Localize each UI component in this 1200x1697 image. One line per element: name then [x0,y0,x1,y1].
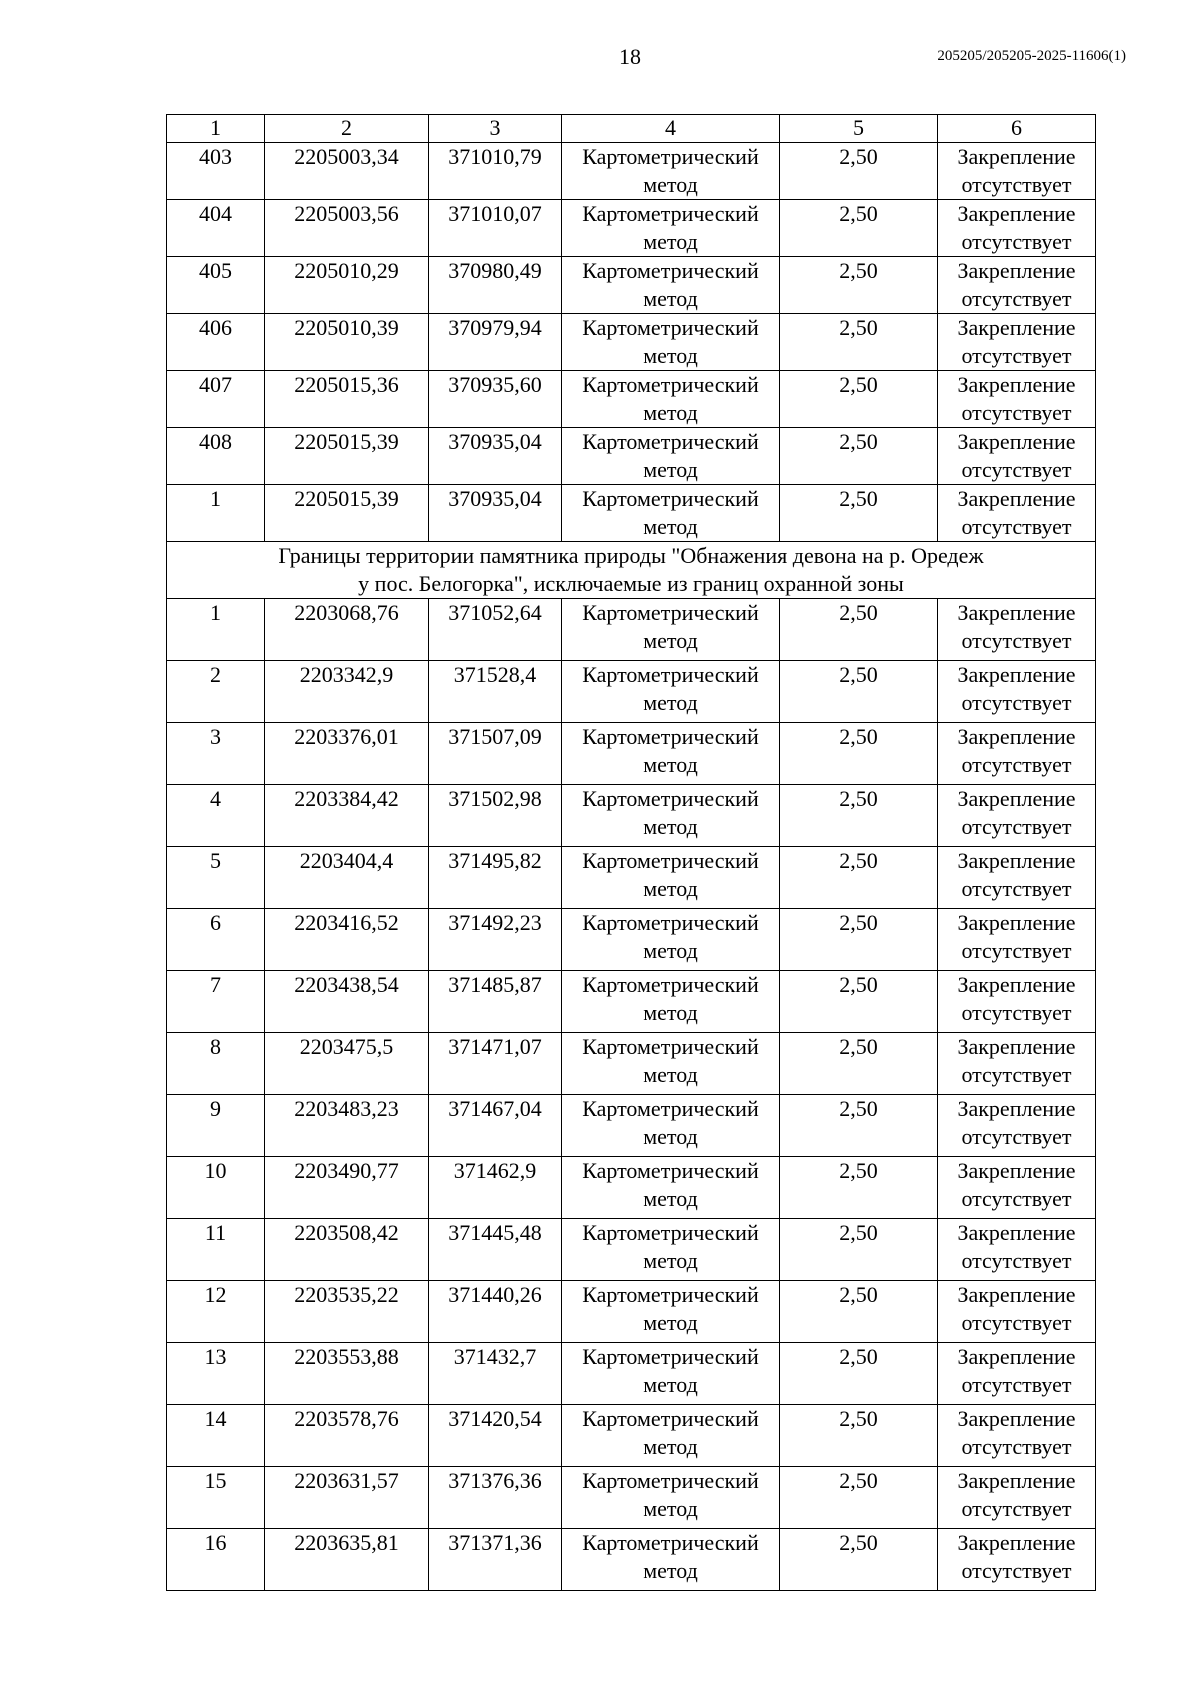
table-row [167,143,1096,200]
table-row [167,1219,1096,1281]
point-number-cell: 408 [167,428,265,485]
method-cell: Картометрический метод [562,1467,780,1529]
page-number: 18 [619,44,641,69]
table-row [167,847,1096,909]
point-number-cell: 404 [167,200,265,257]
x-coordinate-cell: 2203384,42 [265,785,429,847]
fixation-cell: Закрепление отсутствует [938,1405,1096,1467]
fixation-cell: Закрепление отсутствует [938,1281,1096,1343]
y-coordinate-cell: 370980,49 [429,257,562,314]
method-cell: Картометрический метод [562,723,780,785]
error-cell: 2,50 [780,1529,938,1591]
point-number-cell: 405 [167,257,265,314]
y-coordinate-cell: 371440,26 [429,1281,562,1343]
document-id: 205205/205205-2025-11606(1) [937,48,1126,64]
point-number-cell: 2 [167,661,265,723]
fixation-cell: Закрепление отсутствует [938,485,1096,542]
section-title-row [167,542,1096,599]
point-number-cell: 8 [167,1033,265,1095]
x-coordinate-cell: 2203578,76 [265,1405,429,1467]
error-cell: 2,50 [780,1157,938,1219]
table-row [167,1095,1096,1157]
y-coordinate-cell: 370935,04 [429,485,562,542]
error-cell: 2,50 [780,909,938,971]
x-coordinate-cell: 2203508,42 [265,1219,429,1281]
y-coordinate-cell: 371492,23 [429,909,562,971]
column-header: 1 [167,115,265,143]
method-cell: Картометрический метод [562,909,780,971]
y-coordinate-cell: 371471,07 [429,1033,562,1095]
x-coordinate-cell: 2203490,77 [265,1157,429,1219]
y-coordinate-cell: 371495,82 [429,847,562,909]
x-coordinate-cell: 2203553,88 [265,1343,429,1405]
table-row [167,200,1096,257]
method-cell: Картометрический метод [562,143,780,200]
table-header-row [167,115,1096,143]
point-number-cell: 6 [167,909,265,971]
error-cell: 2,50 [780,723,938,785]
y-coordinate-cell: 370935,04 [429,428,562,485]
table-row [167,485,1096,542]
error-cell: 2,50 [780,1405,938,1467]
x-coordinate-cell: 2203342,9 [265,661,429,723]
x-coordinate-cell: 2205003,34 [265,143,429,200]
method-cell: Картометрический метод [562,599,780,661]
point-number-cell: 13 [167,1343,265,1405]
y-coordinate-cell: 371502,98 [429,785,562,847]
fixation-cell: Закрепление отсутствует [938,909,1096,971]
y-coordinate-cell: 371507,09 [429,723,562,785]
x-coordinate-cell: 2205015,36 [265,371,429,428]
fixation-cell: Закрепление отсутствует [938,971,1096,1033]
fixation-cell: Закрепление отсутствует [938,1157,1096,1219]
table-row [167,599,1096,661]
x-coordinate-cell: 2205010,29 [265,257,429,314]
error-cell: 2,50 [780,661,938,723]
table-row [167,428,1096,485]
table-row [167,909,1096,971]
table-row [167,257,1096,314]
point-number-cell: 11 [167,1219,265,1281]
error-cell: 2,50 [780,1095,938,1157]
method-cell: Картометрический метод [562,785,780,847]
y-coordinate-cell: 371371,36 [429,1529,562,1591]
fixation-cell: Закрепление отсутствует [938,661,1096,723]
method-cell: Картометрический метод [562,1281,780,1343]
y-coordinate-cell: 370935,60 [429,371,562,428]
column-header: 5 [780,115,938,143]
table-row [167,1529,1096,1591]
method-cell: Картометрический метод [562,1405,780,1467]
point-number-cell: 16 [167,1529,265,1591]
point-number-cell: 15 [167,1467,265,1529]
fixation-cell: Закрепление отсутствует [938,847,1096,909]
y-coordinate-cell: 371052,64 [429,599,562,661]
table-row [167,1343,1096,1405]
error-cell: 2,50 [780,143,938,200]
error-cell: 2,50 [780,1467,938,1529]
fixation-cell: Закрепление отсутствует [938,257,1096,314]
point-number-cell: 403 [167,143,265,200]
table-row [167,971,1096,1033]
method-cell: Картометрический метод [562,314,780,371]
fixation-cell: Закрепление отсутствует [938,200,1096,257]
table-row [167,1157,1096,1219]
method-cell: Картометрический метод [562,847,780,909]
fixation-cell: Закрепление отсутствует [938,314,1096,371]
table-row [167,785,1096,847]
point-number-cell: 5 [167,847,265,909]
point-number-cell: 7 [167,971,265,1033]
x-coordinate-cell: 2203068,76 [265,599,429,661]
x-coordinate-cell: 2205003,56 [265,200,429,257]
y-coordinate-cell: 371445,48 [429,1219,562,1281]
point-number-cell: 3 [167,723,265,785]
error-cell: 2,50 [780,599,938,661]
column-header: 4 [562,115,780,143]
table-row [167,723,1096,785]
y-coordinate-cell: 371467,04 [429,1095,562,1157]
point-number-cell: 4 [167,785,265,847]
error-cell: 2,50 [780,200,938,257]
table-row [167,661,1096,723]
method-cell: Картометрический метод [562,971,780,1033]
x-coordinate-cell: 2203483,23 [265,1095,429,1157]
method-cell: Картометрический метод [562,485,780,542]
column-header: 2 [265,115,429,143]
point-number-cell: 12 [167,1281,265,1343]
method-cell: Картометрический метод [562,371,780,428]
error-cell: 2,50 [780,1281,938,1343]
table-row [167,1033,1096,1095]
x-coordinate-cell: 2203416,52 [265,909,429,971]
fixation-cell: Закрепление отсутствует [938,143,1096,200]
method-cell: Картометрический метод [562,1343,780,1405]
method-cell: Картометрический метод [562,428,780,485]
y-coordinate-cell: 371376,36 [429,1467,562,1529]
fixation-cell: Закрепление отсутствует [938,1033,1096,1095]
fixation-cell: Закрепление отсутствует [938,1095,1096,1157]
y-coordinate-cell: 371528,4 [429,661,562,723]
x-coordinate-cell: 2203376,01 [265,723,429,785]
table-row [167,1467,1096,1529]
y-coordinate-cell: 371485,87 [429,971,562,1033]
point-number-cell: 14 [167,1405,265,1467]
fixation-cell: Закрепление отсутствует [938,723,1096,785]
fixation-cell: Закрепление отсутствует [938,428,1096,485]
method-cell: Картометрический метод [562,257,780,314]
error-cell: 2,50 [780,428,938,485]
table-row [167,1405,1096,1467]
method-cell: Картометрический метод [562,661,780,723]
method-cell: Картометрический метод [562,1033,780,1095]
column-header: 3 [429,115,562,143]
error-cell: 2,50 [780,257,938,314]
error-cell: 2,50 [780,971,938,1033]
table-row [167,314,1096,371]
error-cell: 2,50 [780,1343,938,1405]
error-cell: 2,50 [780,485,938,542]
section-title-line: у пос. Белогорка", исключаемые из границ охранной зоны [358,571,904,596]
y-coordinate-cell: 371432,7 [429,1343,562,1405]
error-cell: 2,50 [780,1219,938,1281]
error-cell: 2,50 [780,1033,938,1095]
section-title [167,542,1096,599]
error-cell: 2,50 [780,847,938,909]
point-number-cell: 407 [167,371,265,428]
x-coordinate-cell: 2203535,22 [265,1281,429,1343]
fixation-cell: Закрепление отсутствует [938,599,1096,661]
method-cell: Картометрический метод [562,200,780,257]
fixation-cell: Закрепление отсутствует [938,1219,1096,1281]
y-coordinate-cell: 370979,94 [429,314,562,371]
point-number-cell: 1 [167,485,265,542]
method-cell: Картометрический метод [562,1529,780,1591]
point-number-cell: 406 [167,314,265,371]
x-coordinate-cell: 2203475,5 [265,1033,429,1095]
method-cell: Картометрический метод [562,1219,780,1281]
x-coordinate-cell: 2205015,39 [265,428,429,485]
error-cell: 2,50 [780,314,938,371]
fixation-cell: Закрепление отсутствует [938,1343,1096,1405]
error-cell: 2,50 [780,785,938,847]
error-cell: 2,50 [780,371,938,428]
y-coordinate-cell: 371462,9 [429,1157,562,1219]
method-cell: Картометрический метод [562,1095,780,1157]
method-cell: Картометрический метод [562,1157,780,1219]
y-coordinate-cell: 371010,07 [429,200,562,257]
x-coordinate-cell: 2203631,57 [265,1467,429,1529]
fixation-cell: Закрепление отсутствует [938,371,1096,428]
fixation-cell: Закрепление отсутствует [938,1529,1096,1591]
x-coordinate-cell: 2203438,54 [265,971,429,1033]
table-row [167,371,1096,428]
section-title-line: Границы территории памятника природы "Обнажения девона на р. Оредеж [278,543,984,568]
x-coordinate-cell: 2203404,4 [265,847,429,909]
x-coordinate-cell: 2203635,81 [265,1529,429,1591]
x-coordinate-cell: 2205010,39 [265,314,429,371]
y-coordinate-cell: 371010,79 [429,143,562,200]
fixation-cell: Закрепление отсутствует [938,1467,1096,1529]
coordinates-table [166,114,1096,1591]
column-header: 6 [938,115,1096,143]
point-number-cell: 10 [167,1157,265,1219]
x-coordinate-cell: 2205015,39 [265,485,429,542]
point-number-cell: 9 [167,1095,265,1157]
fixation-cell: Закрепление отсутствует [938,785,1096,847]
table-row [167,1281,1096,1343]
point-number-cell: 1 [167,599,265,661]
y-coordinate-cell: 371420,54 [429,1405,562,1467]
